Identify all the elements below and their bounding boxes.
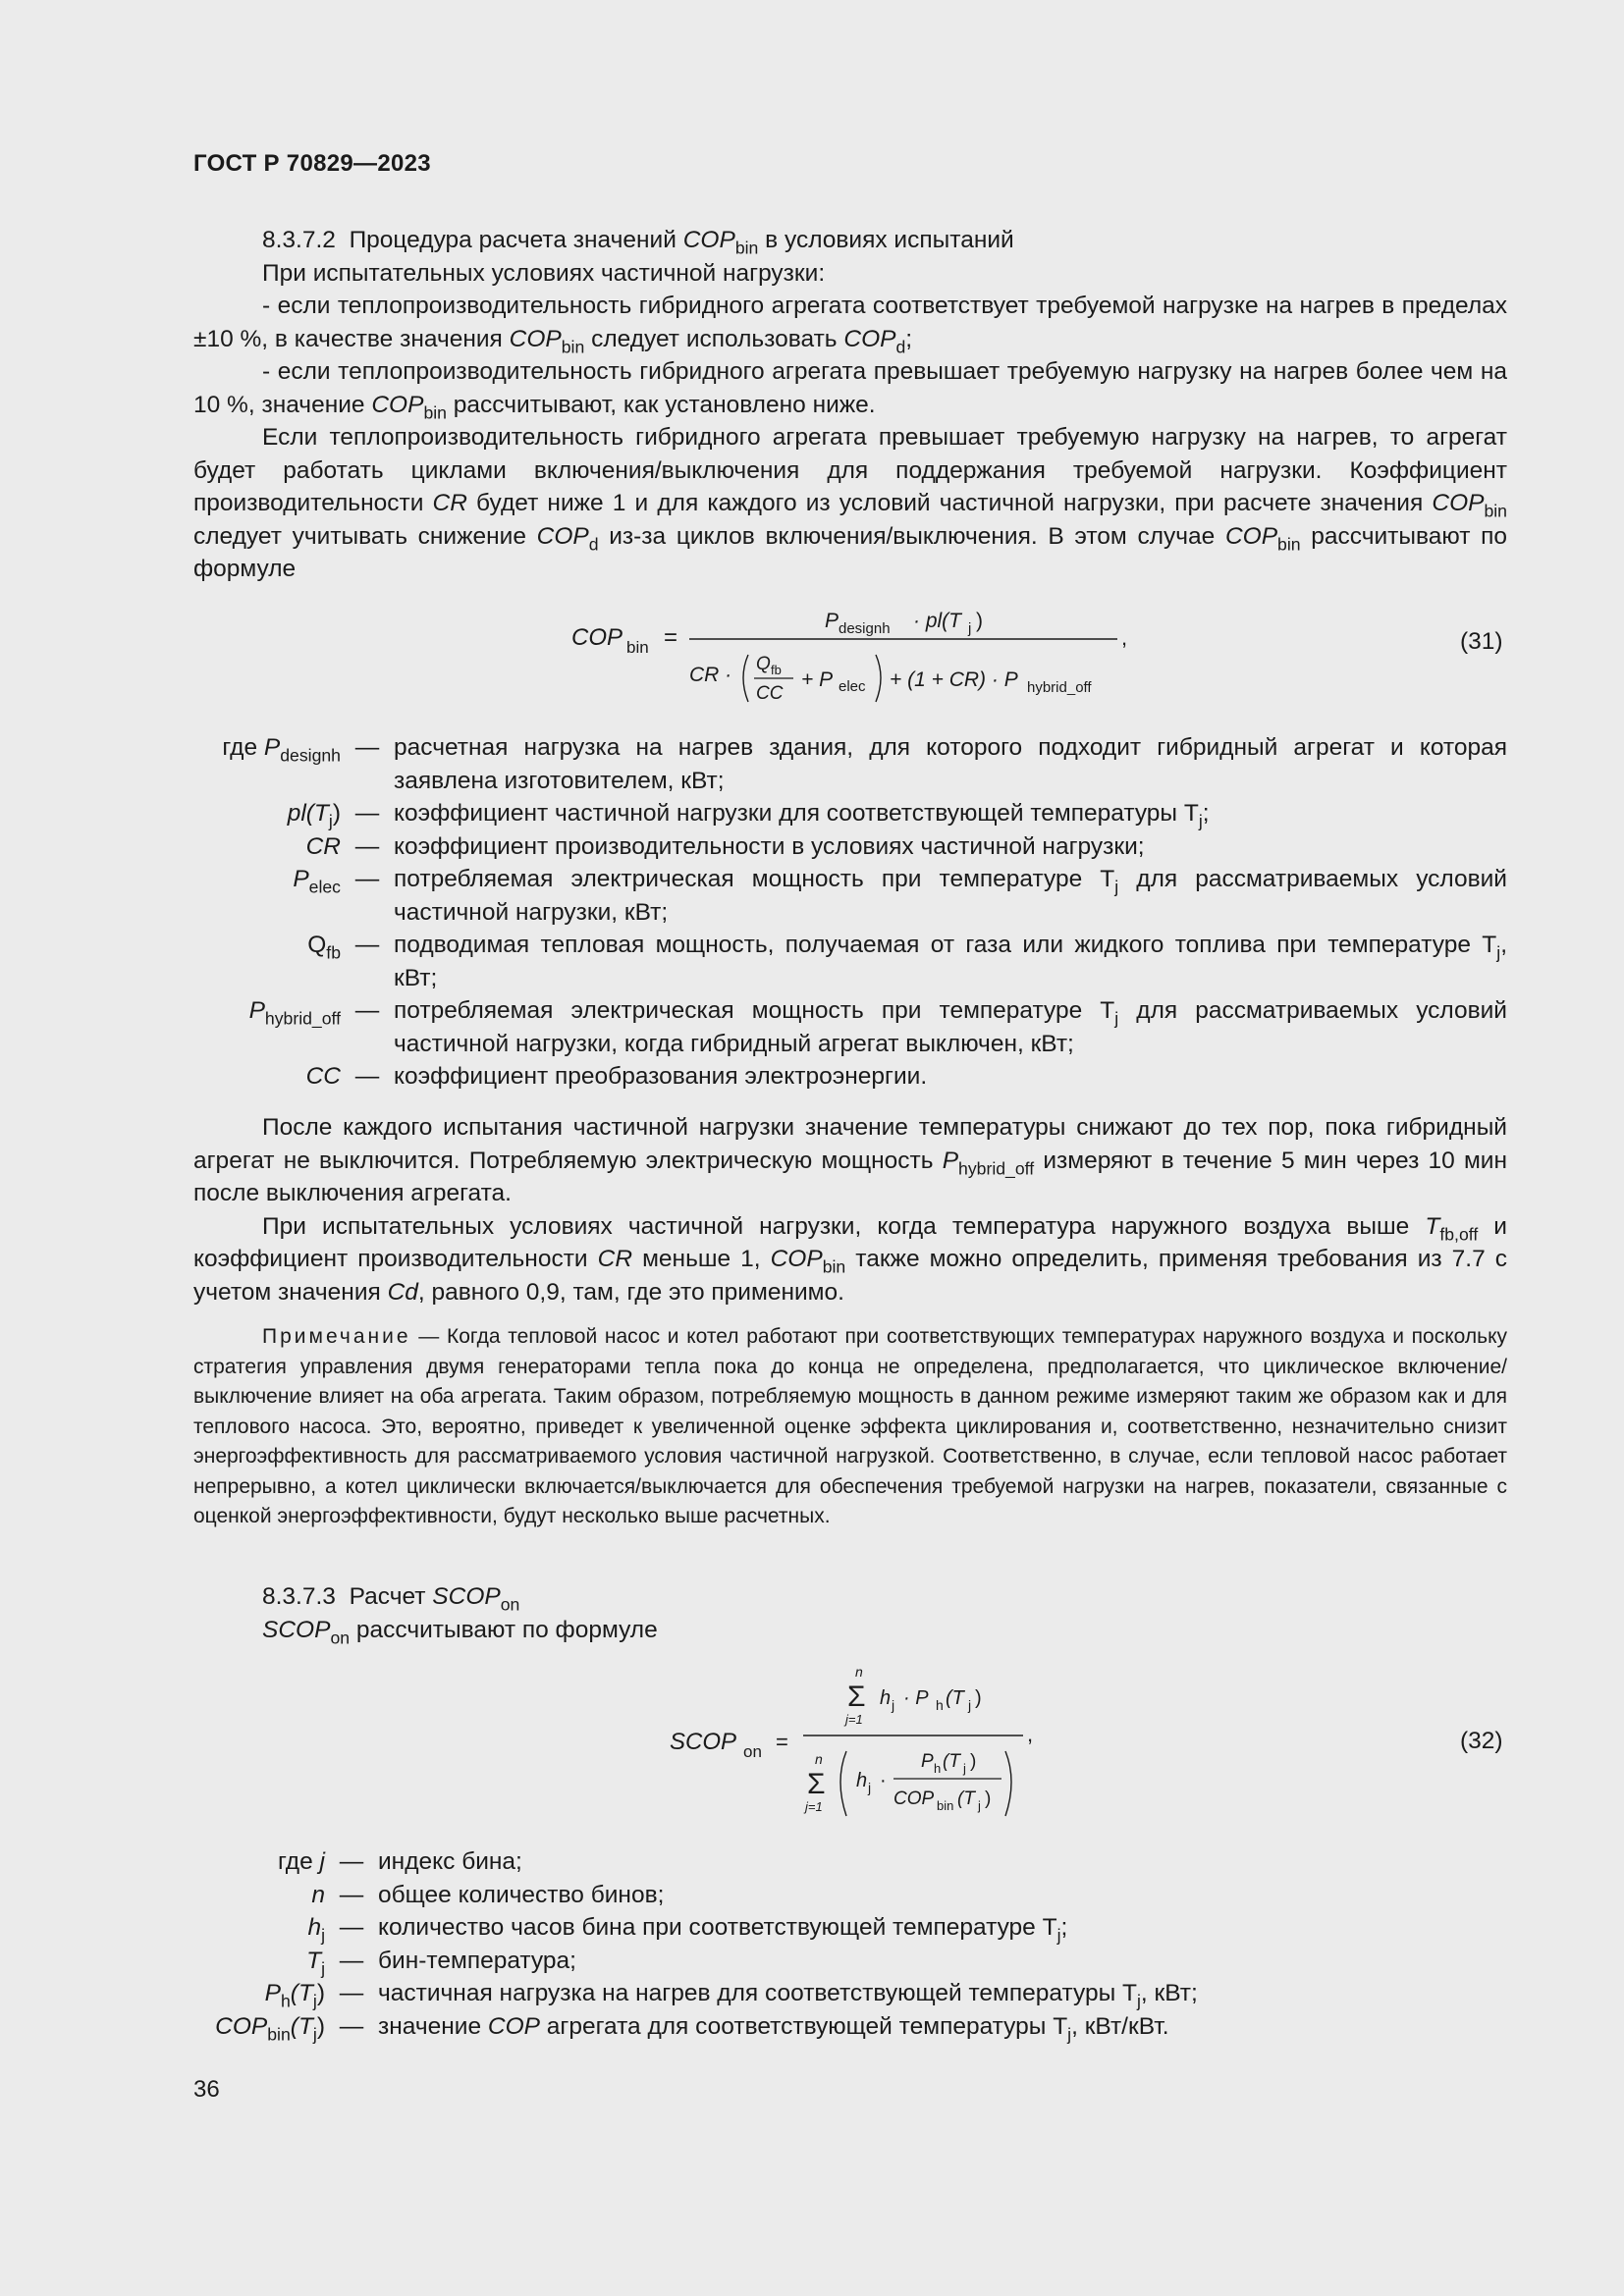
svg-text:elec: elec	[839, 678, 866, 695]
svg-text:bin: bin	[626, 638, 649, 657]
svg-text:+ P: + P	[801, 668, 834, 691]
def-row: CC — коэффициент преобразования электроэнергии.	[305, 1063, 928, 1090]
svg-text:· P: · P	[903, 1687, 929, 1709]
svg-text:,: ,	[1121, 625, 1128, 650]
after-formula-31	[193, 1111, 1507, 1308]
def-row: $h_j$ — количество часов бина при соответствующей температуре $T_j$;	[307, 1914, 1068, 1946]
document-header: ГОСТ Р 70829—2023	[193, 150, 431, 177]
formula-31	[560, 594, 1168, 717]
svg-text:j: j	[968, 1697, 972, 1713]
svg-text:): )	[970, 1751, 977, 1772]
svg-text:j=1: j=1	[845, 1712, 863, 1727]
svg-text:+ (1 + CR) · P: + (1 + CR) · P	[890, 668, 1018, 691]
svg-text:h: h	[856, 1770, 868, 1791]
page-number: 36	[193, 2076, 220, 2103]
svg-text:on: on	[743, 1742, 762, 1761]
svg-text:=: =	[664, 624, 678, 651]
svg-text:n: n	[815, 1751, 823, 1767]
def-row: где j — индекс бина;	[277, 1848, 522, 1875]
svg-text:j: j	[968, 620, 972, 637]
paragraph-hybrid-off: После каждого испытания частичной нагрузки значение температуры снижают до тех пор, пока гибридный агрегат не выключится. Потребляемую электрическую мощность $P_{hybrid\_off}$ измеряют в течение 5 мин через 10 мин после выключения агрегата.	[193, 1114, 1508, 1206]
bullet-1: - если теплопроизводительность гибридного агрегата соответствует требуемой нагрузке на нагрев в пределах ±10 %, в качестве значения $COP_{bin}$ следует использовать $COP_d$;	[193, 293, 1507, 357]
intro-paragraph: При испытательных условиях частичной нагрузки:	[262, 259, 826, 287]
svg-text:h: h	[934, 1761, 942, 1776]
def-row: $COP_{bin}(T_j)$ — значение COP агрегата для соответствующей температуры $T_j$, кВт/кВт.	[215, 2012, 1169, 2045]
section-number: 8.3.7.3	[262, 1583, 336, 1610]
def-row: $P_h(T_j)$ — частичная нагрузка на нагрев для соответствующей температуры $T_j$, кВт;	[264, 1980, 1198, 2011]
svg-text:h: h	[880, 1687, 892, 1709]
svg-text:j: j	[892, 1697, 895, 1713]
svg-text:(T: (T	[943, 1751, 960, 1772]
svg-text:=: =	[776, 1730, 788, 1754]
bullet-2: - если теплопроизводительность гибридного агрегата превышает требуемую нагрузку на нагрев более чем на 10 %, значение $COP_{bin}$ рассчитывают, как установлено ниже.	[193, 358, 1507, 423]
svg-text:Σ: Σ	[847, 1681, 866, 1713]
def-row: $T_j$ — бин-температура;	[306, 1947, 576, 1979]
svg-text:P: P	[921, 1751, 934, 1772]
note-block: Примечание — Когда тепловой насос и котел работают при соответствующих температурах наружного воздуха и поскольку стратегия управления двумя генераторами тепла пока до конца не определена, предполагается, что циклическое включение/выключение влияет на оба агрегата. Таким образом, потребляемую мощность в данном режиме измеряют таким же образом как и для теплового насоса. Это, вероятно, приведет к увеличенной оценке эффекта циклирования и, соответственно, незначительно снизит энергоэффективность для рассматриваемого условия частичной нагрузкой. Соответственно, в случае, если тепловой насос работает непрерывно, а котел циклически включается/выключается для обеспечения требуемой нагрузки на нагрев, показатели, связанные с оценкой энергоэффективности, будут несколько выше расчетных.	[193, 1325, 1507, 1527]
def-row: $pl(T_j)$ — коэффициент частичной нагрузки для соответствующей температуры $T_j$;	[287, 800, 1210, 831]
section-heading: 8.3.7.3 Расчет $SCOP_{on}$	[262, 1583, 520, 1615]
formula-31-number: (31)	[1460, 628, 1503, 655]
svg-text:j: j	[978, 1798, 981, 1813]
note-label: Примечание	[262, 1325, 411, 1348]
svg-text:fb: fb	[771, 663, 782, 677]
svg-text:CR ·: CR ·	[689, 664, 732, 686]
svg-text:,: ,	[1027, 1722, 1034, 1746]
svg-text:j: j	[963, 1761, 966, 1776]
section-heading: 8.3.7.2 Процедура расчета значений $COP_{bin}$ в условиях испытаний	[262, 227, 1014, 258]
svg-text:COP: COP	[893, 1789, 935, 1809]
def-row: CR — коэффициент производительности в условиях частичной нагрузки;	[305, 832, 1145, 860]
svg-text:bin: bin	[937, 1798, 954, 1813]
svg-text:j=1: j=1	[805, 1799, 823, 1814]
paragraph-tfboff: При испытательных условиях частичной нагрузки, когда температура наружного воздуха выше $T_{fb,off}$ и коэффициент производительности CR меньше 1, $COP_{bin}$ также можно определить, применяя требования из 7.7 с учетом значения Cd, равного 0,9, там, где это применимо.	[193, 1212, 1508, 1306]
svg-text:j: j	[868, 1780, 872, 1795]
svg-text:· pl(T: · pl(T	[913, 610, 961, 632]
section-8373: 8.3.7.3 Расчет $SCOP_{on}$ $SCOP_{on}$ рассчитывают по формуле	[193, 1580, 1507, 1646]
svg-text:designh: designh	[839, 620, 891, 637]
svg-text:h: h	[936, 1697, 944, 1713]
formula-32-number: (32)	[1460, 1728, 1503, 1754]
paragraph-cycling: Если теплопроизводительность гибридного агрегата превышает требуемую нагрузку на нагрев, то агрегат будет работать циклами включения/выключения для поддержания требуемой нагрузки. Коэффициент производительности CR будет ниже 1 и для каждого из условий частичной нагрузки, при расчете значения $COP_{bin}$ следует учитывать снижение $COP_d$ из-за циклов включения/выключения. В этом случае $COP_{bin}$ рассчитывают по формуле	[193, 424, 1507, 582]
definitions-31	[193, 731, 1507, 1094]
svg-text:CC: CC	[756, 683, 784, 704]
svg-text:): )	[975, 1687, 982, 1709]
def-row: $P_{elec}$ — потребляемая электрическая мощность при температуре $T_j$ для рассматриваемых условий частичной нагрузки, кВт;	[293, 866, 1507, 926]
svg-text:Σ: Σ	[807, 1768, 826, 1800]
svg-text:P: P	[825, 610, 839, 632]
svg-text:n: n	[855, 1664, 863, 1680]
section-8372	[193, 224, 1507, 586]
formula-32-lhs: SCOP	[670, 1729, 737, 1755]
svg-text:(T: (T	[957, 1789, 975, 1809]
formula-32	[658, 1659, 1070, 1828]
formula-31-lhs: COP	[571, 624, 623, 651]
definitions-32	[193, 1845, 1507, 2043]
def-row: n — общее количество бинов;	[311, 1881, 665, 1908]
svg-text:(T: (T	[946, 1687, 964, 1709]
svg-text:·: ·	[880, 1770, 887, 1791]
svg-text:Q: Q	[756, 654, 771, 674]
svg-text:): )	[985, 1789, 992, 1809]
def-row: где $P_{designh}$ — расчетная нагрузка на нагрев здания, для которого подходит гибридный агрегат и которая заявлена изготовителем, кВт;	[222, 734, 1507, 794]
def-row: $P_{hybrid\_off}$ — потребляемая электрическая мощность при температуре $T_j$ для рассматриваемых условий частичной нагрузки, когда гибридный агрегат выключен, кВт;	[248, 997, 1507, 1057]
section-number: 8.3.7.2	[262, 227, 336, 253]
svg-text:): )	[976, 610, 983, 632]
svg-text:hybrid_off: hybrid_off	[1027, 679, 1092, 696]
def-row: $Q_{fb}$ — подводимая тепловая мощность, получаемая от газа или жидкого топлива при температуре $T_j$, кВт;	[307, 932, 1507, 991]
